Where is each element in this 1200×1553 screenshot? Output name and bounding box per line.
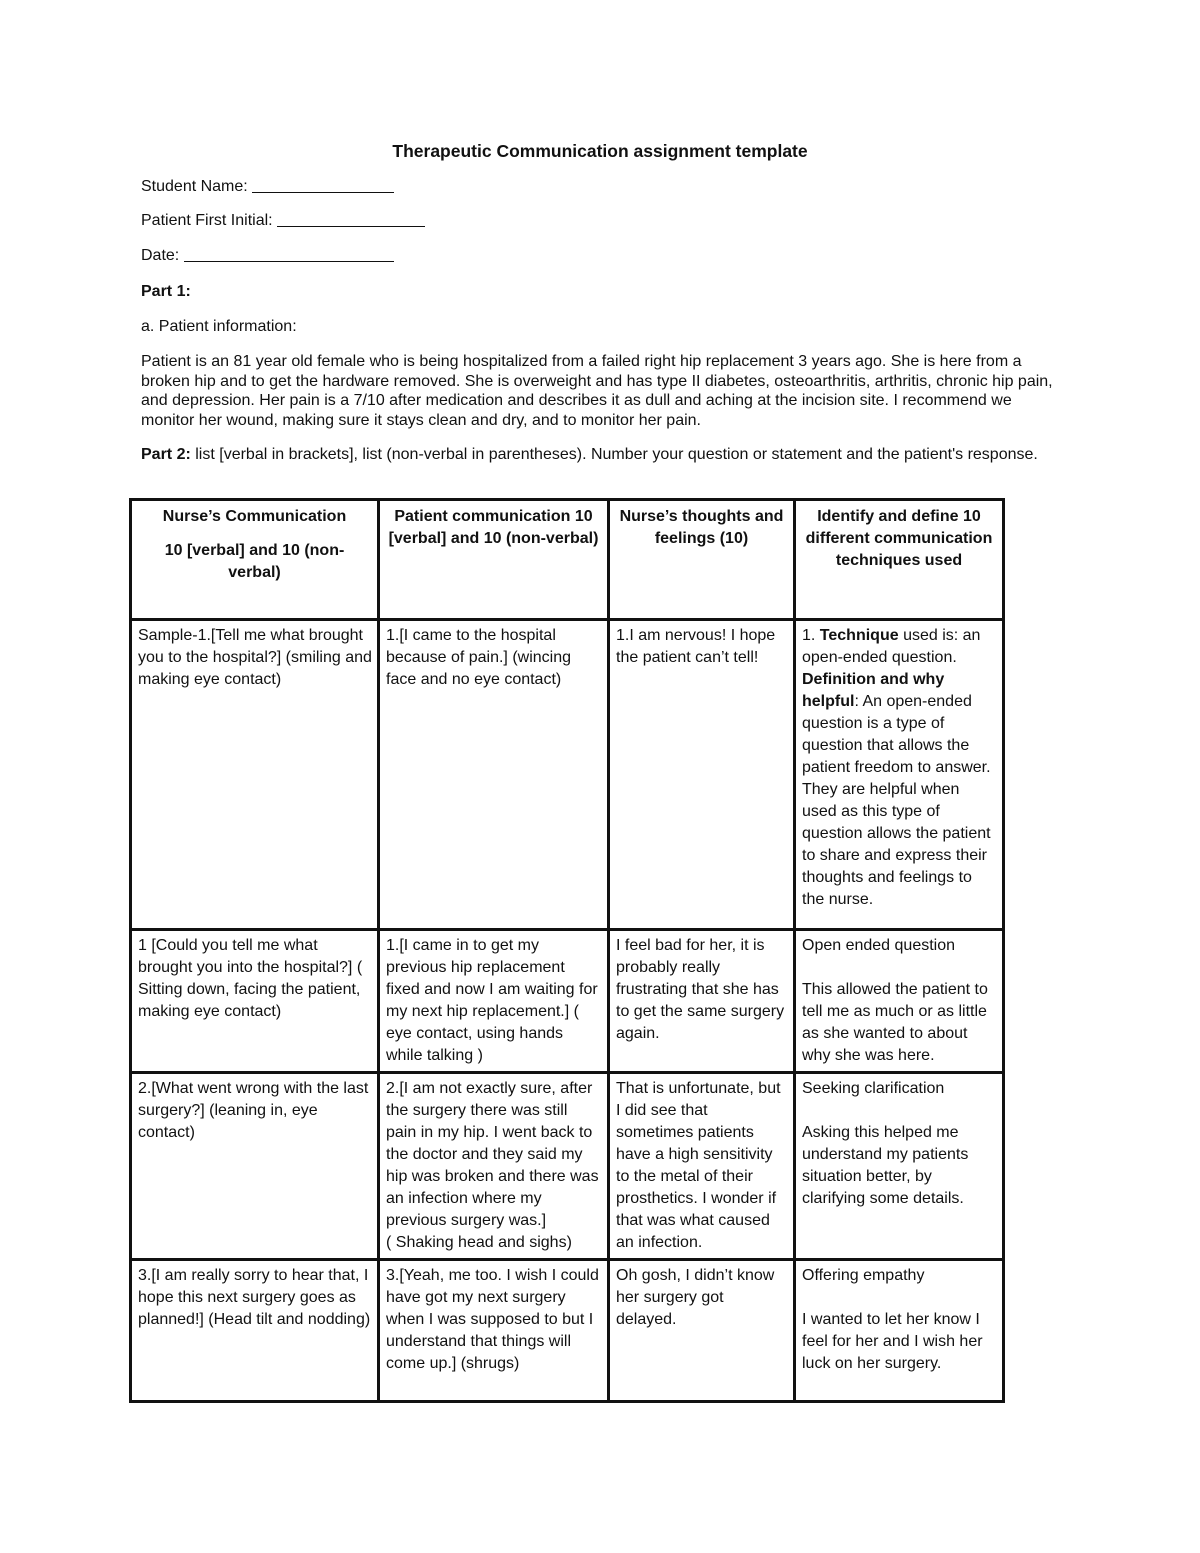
header-techniques: Identify and define 10 different communication techniques used: [795, 500, 1004, 620]
header-nurse-thoughts: Nurse’s thoughts and feelings (10): [609, 500, 795, 620]
patient-initial-field: [141, 212, 425, 230]
nurse-cell: 3.[I am really sorry to hear that, I hope this next surgery goes as planned!] (Head tilt and nodding): [131, 1260, 379, 1402]
part1-heading: Part 1:: [141, 283, 191, 300]
technique-cell: [795, 1073, 1004, 1260]
header-nurse-line2: 10 [verbal] and 10 (non-verbal): [164, 542, 345, 581]
technique-label: Technique: [819, 627, 899, 644]
technique-definition: Asking this helped me understand my patients situation better, by clarifying some details.: [802, 1124, 969, 1207]
part2-instructions: [141, 445, 1061, 465]
header-nurse-communication: [131, 500, 379, 620]
technique-number: 1.: [802, 627, 816, 644]
technique-cell: [795, 1260, 1004, 1402]
definition-text: : An open-ended question is a type of question that allows the patient freedom to answer. They are helpful when used as this type of question allows the patient to share and express their thoughts and feelings to the nurse.: [802, 693, 991, 908]
patient-cell: 1.[I came in to get my previous hip replacement fixed and now I am waiting for my next hip replacement.] ( eye contact, using hands while talking ): [379, 930, 609, 1073]
thoughts-cell: I feel bad for her, it is probably really frustrating that she has to get the same surgery again.: [609, 930, 795, 1073]
table-row: [131, 930, 1004, 1073]
nurse-cell: 2.[What went wrong with the last surgery?] (leaning in, eye contact): [131, 1073, 379, 1260]
sample-patient-cell: 1.[I came to the hospital because of pain.] (wincing face and no eye contact): [379, 620, 609, 930]
date-field: [141, 247, 394, 265]
patient-initial-blank: [277, 226, 425, 227]
patient-info-paragraph: Patient is an 81 year old female who is being hospitalized from a failed right hip replacement 3 years ago. She is here from a broken hip and to get the hardware removed. She is overweight and has type II diabetes, osteoarthritis, arthritis, chronic hip pain, and depression. Her pain is a 7/10 after medication and describes it as dull and aching at the incision site. I recommend we monitor her wound, making sure it stays clean and dry, and to monitor her pain.: [141, 353, 1053, 429]
patient-cell: 3.[Yeah, me too. I wish I could have got my next surgery when I was supposed to but I understand that things will come up.] (shrugs): [379, 1260, 609, 1402]
student-name-label: Student Name:: [141, 178, 248, 195]
patient-initial-label: Patient First Initial:: [141, 212, 273, 229]
header-patient-communication: Patient communication 10 [verbal] and 10 (non-verbal): [379, 500, 609, 620]
technique-text: used is: an open-ended question.: [802, 627, 981, 666]
student-name-blank: [252, 192, 394, 193]
thoughts-cell: Oh gosh, I didn’t know her surgery got delayed.: [609, 1260, 795, 1402]
thoughts-cell: That is unfortunate, but I did see that sometimes patients have a high sensitivity to the metal of their prosthetics. I wonder if that was what caused an infection.: [609, 1073, 795, 1260]
part2-heading: Part 2:: [141, 446, 191, 463]
sample-nurse-cell: Sample-1.[Tell me what brought you to the hospital?] (smiling and making eye contact): [131, 620, 379, 930]
patient-verbal: 2.[I am not exactly sure, after the surgery there was still pain in my hip. I went back to the doctor and they said my hip was broken and there was an infection where my previous surgery was.]: [386, 1080, 599, 1229]
technique-name: Open ended question: [802, 937, 956, 954]
document-title: Therapeutic Communication assignment template: [392, 141, 808, 161]
technique-cell: [795, 930, 1004, 1073]
definition-label: Definition and why helpful: [802, 671, 945, 710]
patient-cell: [379, 1073, 609, 1260]
sample-technique-cell: [795, 620, 1004, 930]
table-row: [131, 620, 1004, 930]
patient-nonverbal: ( Shaking head and sighs): [386, 1234, 572, 1251]
student-name-field: [141, 178, 394, 196]
date-blank: [184, 261, 394, 262]
sample-thoughts-cell: 1.I am nervous! I hope the patient can’t tell!: [609, 620, 795, 930]
technique-definition: I wanted to let her know I feel for her and I wish her luck on her surgery.: [802, 1311, 983, 1372]
technique-name: Offering empathy: [802, 1267, 925, 1284]
technique-name: Seeking clarification: [802, 1080, 945, 1097]
patient-info-label: a. Patient information:: [141, 318, 297, 335]
date-label: Date:: [141, 247, 180, 264]
table-row: [131, 1260, 1004, 1402]
technique-definition: This allowed the patient to tell me as much or as little as she wanted to about why she was here.: [802, 981, 988, 1064]
table-row: [131, 1073, 1004, 1260]
nurse-cell: 1 [Could you tell me what brought you into the hospital?] ( Sitting down, facing the patient, making eye contact): [131, 930, 379, 1073]
header-nurse-line1: Nurse’s Communication: [162, 508, 347, 525]
communication-table: [129, 498, 1005, 1403]
table-header-row: [131, 500, 1004, 620]
part2-text: list [verbal in brackets], list (non-verbal in parentheses). Number your question or statement and the patient's response.: [190, 446, 1038, 463]
